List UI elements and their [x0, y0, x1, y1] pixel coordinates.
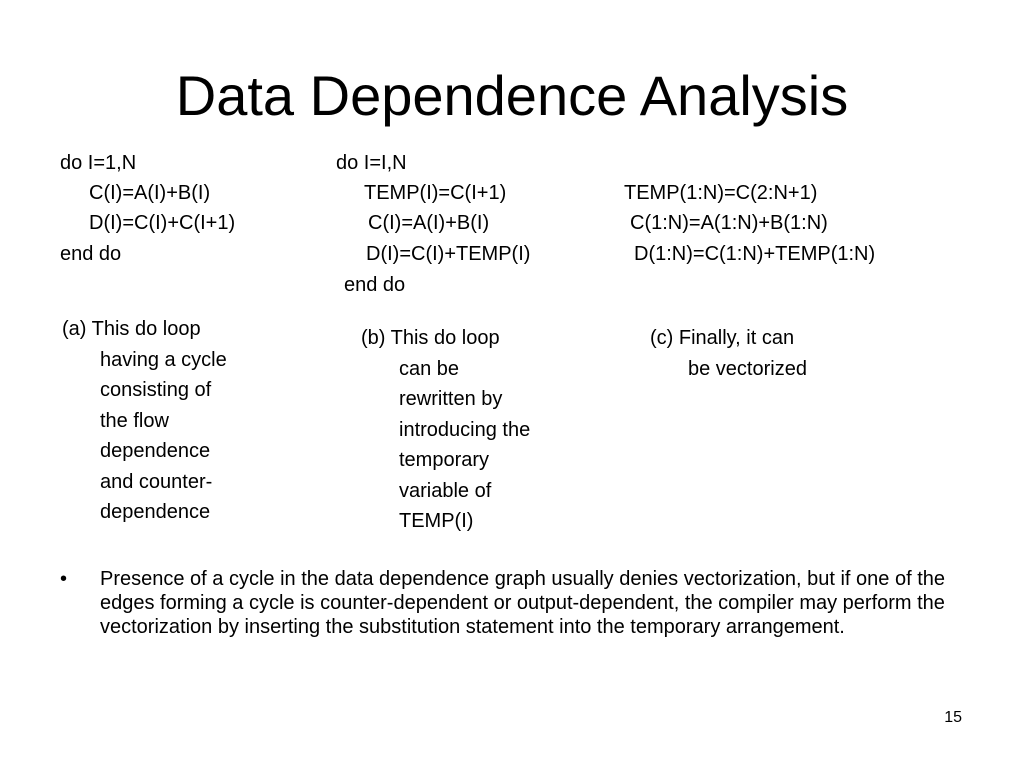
code-line: end do [344, 274, 406, 296]
caption-line: temporary [399, 449, 490, 471]
code-line: C(I)=A(I)+B(I) [89, 182, 211, 204]
code-line: C(I)=A(I)+B(I) [368, 212, 490, 234]
bullet-text: Presence of a cycle in the data dependence graph usually denies vectorization, but if one of the edges forming a cycle is counter-dependent or output-dependent, the compiler may perform the vectorization by inserting the substitution statement into the temporary arrangement. [100, 568, 945, 638]
page-number: 15 [944, 709, 962, 726]
caption-b [361, 323, 611, 537]
code-line: D(I)=C(I)+TEMP(I) [366, 243, 531, 265]
caption-line: introducing the [399, 418, 531, 441]
caption-c [650, 323, 900, 384]
caption-line: dependence [100, 440, 211, 462]
caption-line: having a cycle [100, 348, 227, 371]
code-line: C(1:N)=A(1:N)+B(1:N) [630, 212, 828, 234]
caption-line: be vectorized [688, 357, 807, 380]
code-line: do I=1,N [60, 152, 137, 174]
slide-title: Data Dependence Analysis [175, 64, 849, 127]
code-line: D(1:N)=C(1:N)+TEMP(1:N) [634, 243, 876, 265]
caption-line: and counter- [100, 470, 213, 493]
caption-line: (c) Finally, it can [650, 327, 795, 349]
code-line: TEMP(I)=C(I+1) [364, 182, 507, 204]
bullet-marker: • [60, 568, 68, 590]
caption-line: (b) This do loop [361, 327, 500, 349]
code-line: end do [60, 243, 122, 265]
caption-line: consisting of [100, 379, 212, 401]
caption-line: TEMP(I) [399, 510, 474, 532]
code-line: do I=I,N [336, 152, 407, 174]
caption-line: (a) This do loop [62, 318, 201, 340]
caption-line: variable of [399, 479, 492, 502]
code-line: D(I)=C(I)+C(I+1) [89, 212, 236, 234]
code-line: TEMP(1:N)=C(2:N+1) [624, 182, 818, 204]
caption-line: rewritten by [399, 388, 503, 410]
caption-line: the flow [100, 409, 169, 432]
caption-line: dependence [100, 501, 211, 523]
caption-a [62, 314, 312, 528]
caption-line: can be [399, 357, 460, 380]
